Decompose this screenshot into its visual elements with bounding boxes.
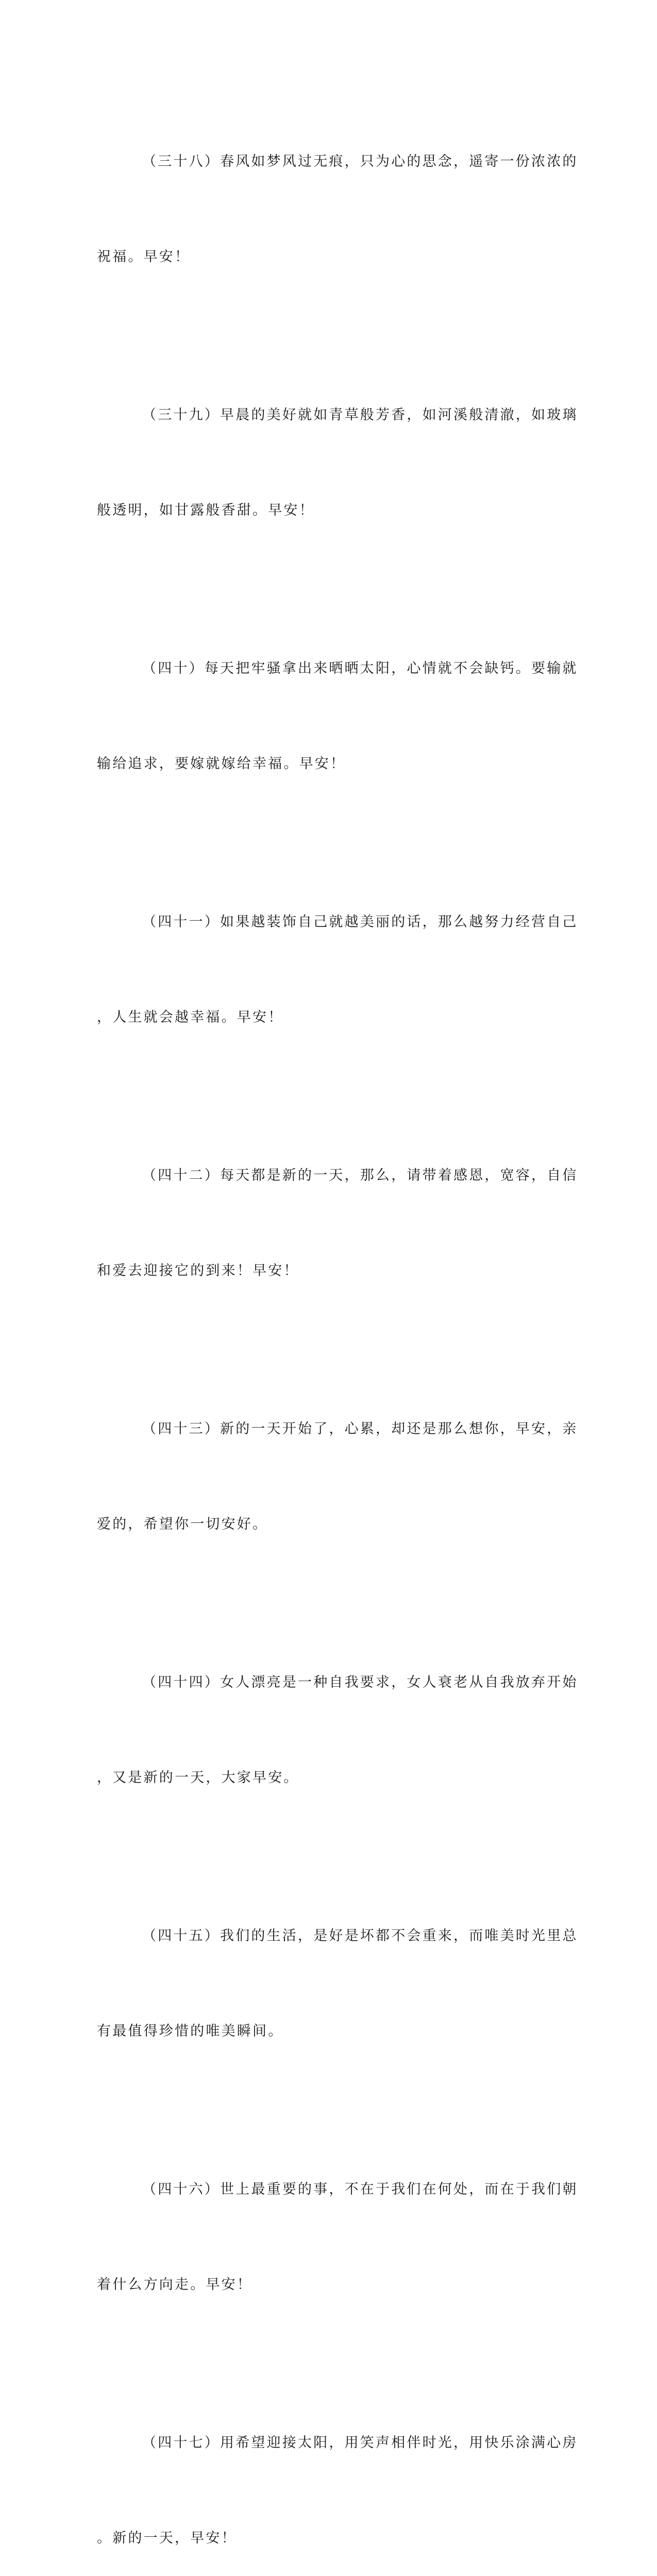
paragraph-line: （四十五）我们的生活，是好是坏都不会重来，而唯美时光里总 [142,1928,578,1944]
paragraph-line: 着什么方向走。早安！ [97,2276,252,2293]
paragraph-39 [97,336,578,589]
paragraph-47 [97,2364,578,2576]
paragraph-line: ，人生就会越幸福。早安！ [97,1009,284,1025]
paragraph-line: （四十三）新的一天开始了，心累，却还是那么想你，早安，亲 [142,1421,578,1437]
document-body [97,82,578,2576]
paragraph-line: 。新的一天，早安！ [97,2530,237,2546]
paragraph-line: （四十）每天把牢骚拿出来晒晒太阳，心情就不会缺钙。要输就 [142,660,578,676]
paragraph-line: 爱的，希望你一切安好。 [97,1516,268,1532]
paragraph-line: 和爱去迎接它的到来！早安！ [97,1262,299,1279]
paragraph-line: 有最值得珍惜的唯美瞬间。 [97,2023,284,2039]
paragraph-44 [97,1603,578,1857]
paragraph-line: 般透明，如甘露般香甜。早安！ [97,502,315,518]
paragraph-42 [97,1096,578,1350]
paragraph-line: （四十七）用希望迎接太阳，用笑声相伴时光，用快乐涂满心房 [142,2435,578,2451]
paragraph-line: （四十二）每天都是新的一天，那么，请带着感恩，宽容，自信 [142,1167,578,1183]
paragraph-line: （三十九）早晨的美好就如青草般芳香，如河溪般清澈，如玻璃 [142,407,578,423]
paragraph-line: （四十六）世上最重要的事，不在于我们在何处，而在于我们朝 [142,2181,578,2197]
paragraph-40 [97,589,578,843]
paragraph-line: 输给追求，要嫁就嫁给幸福。早安！ [97,755,346,772]
paragraph-line: （四十四）女人漂亮是一种自我要求，女人衰老从自我放弃开始 [142,1674,578,1690]
paragraph-line: ，又是新的一天，大家早安。 [97,1769,299,1786]
paragraph-45 [97,1857,578,2110]
paragraph-line: （三十八）春风如梦风过无痕，只为心的思念，遥寄一份浓浓的 [142,154,578,170]
paragraph-line: 祝福。早安！ [97,248,191,265]
paragraph-38 [97,82,578,336]
paragraph-46 [97,2110,578,2364]
paragraph-line: （四十一）如果越装饰自己就越美丽的话，那么越努力经营自己 [142,914,578,930]
paragraph-43 [97,1350,578,1603]
paragraph-41 [97,843,578,1096]
